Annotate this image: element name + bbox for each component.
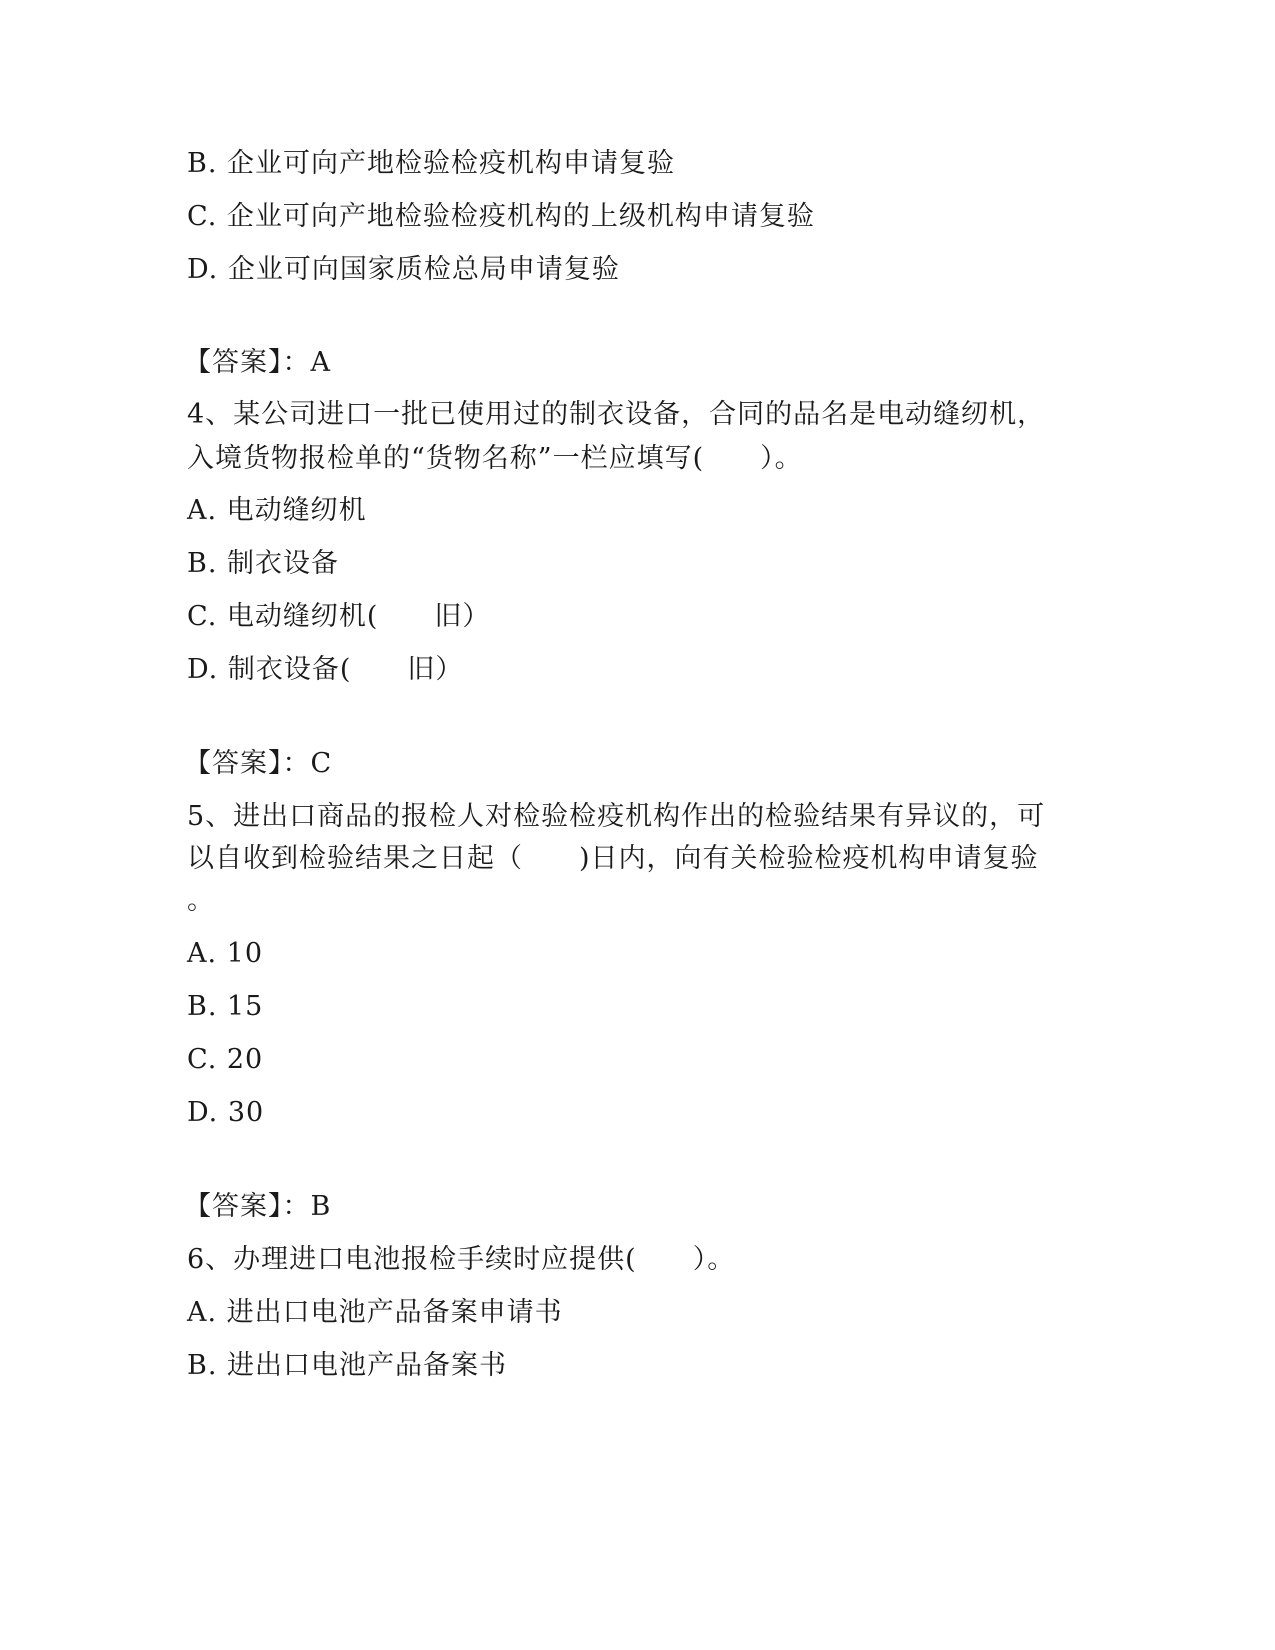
q5-option-b: B. 15 [187,991,264,1022]
q3-answer: 【答案】：A [184,347,331,378]
q3-option-b: B. 企业可向产地检验检疫机构申请复验 [187,148,676,179]
q5-answer: 【答案】：B [184,1191,332,1222]
q5-option-a: A. 10 [187,938,264,969]
q6-stem-line1: 6、办理进口电池报检手续时应提供( ）。 [187,1244,736,1275]
q4-stem-line2: 入境货物报检单的“货物名称”一栏应填写( ）。 [187,443,803,474]
q5-option-d: D. 30 [187,1097,265,1128]
q4-option-a: A. 电动缝纫机 [187,495,367,526]
q4-option-b: B. 制衣设备 [187,548,340,579]
q5-stem-line2: 以自收到检验结果之日起（ )日内，向有关检验检疫机构申请复验 [187,843,1039,874]
q3-option-c: C. 企业可向产地检验检疫机构的上级机构申请复验 [187,201,815,232]
q5-stem-line1: 5、进出口商品的报检人对检验检疫机构作出的检验结果有异议的，可 [187,801,1046,832]
q4-stem-line1: 4、某公司进口一批已使用过的制衣设备，合同的品名是电动缝纫机， [187,399,1046,430]
q5-option-c: C. 20 [187,1044,264,1075]
q6-option-a: A. 进出口电池产品备案申请书 [187,1297,563,1328]
q4-option-d: D. 制衣设备( 旧） [187,654,464,685]
q4-option-c: C. 电动缝纫机( 旧） [187,601,491,632]
q6-option-b: B. 进出口电池产品备案书 [187,1350,508,1381]
q5-stem-line3: 。 [187,885,215,916]
q3-option-d: D. 企业可向国家质检总局申请复验 [187,254,620,285]
q4-answer: 【答案】：C [184,748,333,779]
